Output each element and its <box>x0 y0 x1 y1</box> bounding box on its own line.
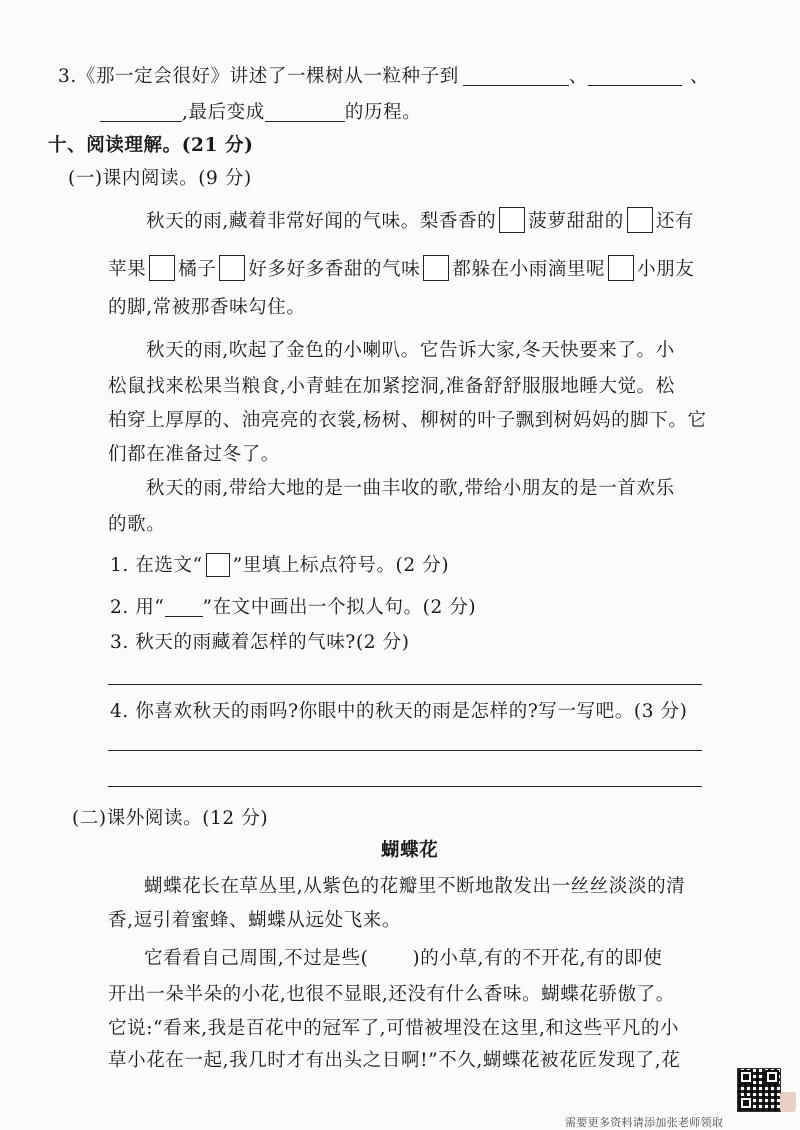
question-4: 4. 你喜欢秋天的雨吗?你眼中的秋天的雨是怎样的?写一写吧。(3 分) <box>110 701 688 722</box>
section-title: 十、阅读理解。(21 分) <box>48 135 254 156</box>
answer-blank[interactable] <box>100 101 182 122</box>
passage-line: 秋天的雨,吹起了金色的小喇叭。它告诉大家,冬天快要来了。小 <box>146 340 675 361</box>
passage-text: 还有 <box>655 211 695 232</box>
passage-line: 的脚,常被那香味勾住。 <box>108 297 306 318</box>
passage-line: 柏穿上厚厚的、油亮亮的衣裳,杨树、柳树的叶子飘到树妈妈的脚下。它 <box>108 410 707 431</box>
passage-line: 松鼠找来松果当粮食,小青蛙在加紧挖洞,准备舒舒服服地睡大觉。松 <box>108 376 675 397</box>
teacher-avatar-icon <box>780 1092 796 1112</box>
separator: 、 <box>568 66 588 87</box>
underline-sample <box>165 596 203 617</box>
qr-code-icon <box>737 1068 781 1112</box>
passage-line: 开出一朵半朵的小花,也很不显眼,还没有什么香味。蝴蝶花骄傲了。 <box>108 984 675 1005</box>
passage-line: 草小花在一起,我几时才有出头之日啊!”不久,蝴蝶花被花匠发现了,花 <box>108 1050 681 1071</box>
story-title: 蝴蝶花 <box>381 840 439 861</box>
answer-blank[interactable] <box>265 101 345 122</box>
passage-text: 它看看自己周围,不过是些( <box>144 948 369 969</box>
qr-eye-icon <box>739 1070 753 1084</box>
qr-eye-icon <box>765 1070 779 1084</box>
question-1 <box>110 551 449 577</box>
passage-text: 好多好多香甜的气味 <box>248 259 421 280</box>
answer-blank[interactable] <box>588 65 682 86</box>
question-2 <box>110 593 476 619</box>
q3-text: 的历程。 <box>344 102 422 123</box>
question-text: ”在文中画出一个拟人句。(2 分) <box>202 597 477 618</box>
punctuation-box[interactable] <box>499 207 525 233</box>
passage-line: 香,逗引着蜜蜂、蝴蝶从远处飞来。 <box>108 910 401 931</box>
q3-line2 <box>100 98 421 124</box>
passage-line <box>144 944 662 970</box>
punctuation-box[interactable] <box>423 255 449 281</box>
punctuation-box-example <box>206 553 230 577</box>
punctuation-box[interactable] <box>149 255 175 281</box>
passage-text: )的小草,有的不开花,有的即使 <box>412 948 663 969</box>
passage-text: 菠萝甜甜的 <box>528 211 624 232</box>
passage-line: 秋天的雨,带给大地的是一曲丰收的歌,带给小朋友的是一首欢乐 <box>146 478 675 499</box>
passage-line: 它说:“看来,我是百花中的冠军了,可惜被埋没在这里,和这些平凡的小 <box>108 1018 680 1039</box>
punctuation-box[interactable] <box>219 255 245 281</box>
passage-line <box>108 255 694 281</box>
answer-line[interactable] <box>108 786 702 787</box>
question-text: ”里填上标点符号。(2 分) <box>232 555 450 576</box>
passage-text: 橘子 <box>178 259 217 280</box>
answer-line[interactable] <box>108 750 702 751</box>
passage-text: 都躲在小雨滴里呢 <box>452 259 606 280</box>
question-text: 1. 在选文“ <box>110 555 203 576</box>
separator: 、 <box>689 66 710 87</box>
q3-text: 3.《那一定会很好》讲述了一棵树从一粒种子到 <box>58 66 459 87</box>
passage-text: 小朋友 <box>637 259 695 280</box>
passage-text: 秋天的雨,藏着非常好闻的气味。梨香香的 <box>146 211 497 232</box>
question-text: 2. 用“ <box>110 597 165 618</box>
passage-line: 的歌。 <box>108 514 166 535</box>
punctuation-box[interactable] <box>627 207 653 233</box>
answer-line[interactable] <box>108 684 702 685</box>
answer-blank[interactable] <box>463 65 569 86</box>
passage-line: 蝴蝶花长在草丛里,从紫色的花瓣里不断地散发出一丝丝淡淡的清 <box>144 876 686 897</box>
footer-note: 需要更多资料请添加张老师领取 <box>565 1116 724 1129</box>
passage-line <box>146 207 694 233</box>
part-title: (二)课外阅读。(12 分) <box>72 808 269 829</box>
q3-line1 <box>58 62 709 88</box>
passage-line: 们都在准备过冬了。 <box>108 444 280 465</box>
part-title: (一)课内阅读。(9 分) <box>68 168 252 189</box>
q3-text: ,最后变成 <box>182 102 265 123</box>
question-3: 3. 秋天的雨藏着怎样的气味?(2 分) <box>110 632 410 653</box>
passage-text: 苹果 <box>108 259 147 280</box>
punctuation-box[interactable] <box>608 255 634 281</box>
qr-eye-icon <box>739 1096 753 1110</box>
